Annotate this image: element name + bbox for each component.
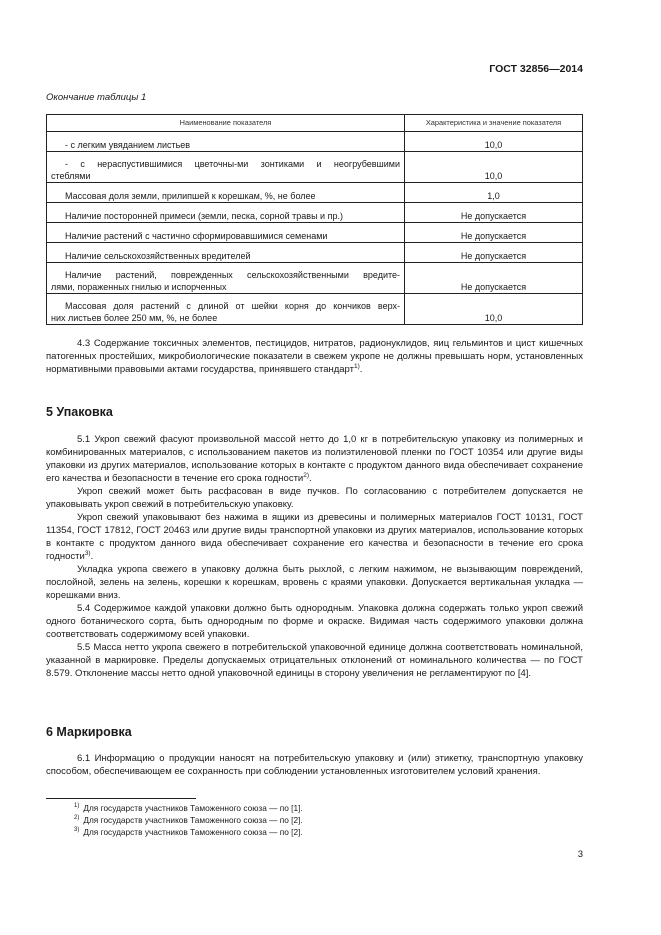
paragraph-5-1-b: Укроп свежий может быть расфасован в виде пучков. По согласованию с потребителем допускается не упаковывать укроп свежий в потребительскую упаковку.	[46, 486, 583, 510]
page-number: 3	[577, 849, 583, 860]
footnote-mark: 3)	[74, 827, 80, 833]
row-name	[47, 152, 405, 183]
column-header-value: Характеристика и значение показателя	[405, 115, 583, 132]
row-value: Не допускается	[405, 223, 583, 243]
paragraph-5-5: 5.5 Масса нетто укропа свежего в потребительской упаковочной единице должна соответствовать номинальной, указанной в маркировке. Пределы допускаемых отрицательных отклонений от номинального количества — по ГОСТ 8.579. Отклонение массы нетто одной упаковочной единицы в сторону увеличения не регламентируют по [4].	[46, 642, 583, 679]
column-header-name: Наименование показателя	[47, 115, 405, 132]
indicators-table	[46, 114, 583, 325]
paragraph-5-1: 5.1 Укроп свежий фасуют произвольной массой нетто до 1,0 кг в потребительскую упаковку из полимерных и комбинированных материалов, с использованием пакетов из полиэтиленовой пленки по ГОСТ 10354 или другие виды упаковки из других материалов, использование которых в контакте с продуктом данного вида обеспечивает сохранение его качества и безопасности в течение его срока годности	[46, 434, 583, 484]
paragraph-text: 4.3 Содержание токсичных элементов, пестицидов, нитратов, радионуклидов, яиц гельминтов и цист кишечных патогенных простейших, микробиологические показатели в свежем укропе не должны превышать норм, установленных нормативными правовыми актами государства, принявшего стандарт	[46, 338, 583, 375]
row-name	[47, 294, 405, 325]
row-name: Наличие сельскохозяйственных вредителей	[47, 243, 405, 263]
table-header-row	[47, 115, 583, 132]
footnote-ref: 2)	[303, 472, 310, 479]
table-row	[47, 183, 583, 203]
row-name-line: Массовая доля растений с длиной от шейки корня до кончиков верх-	[65, 301, 400, 311]
paragraph-6-1: 6.1 Информацию о продукции наносят на потребительскую упаковку и (или) этикетку, транспортную упаковку способом, обеспечивающем ее сохранность при соблюдении установленных изготовителем условий хранения.	[46, 753, 583, 777]
row-value: 10,0	[405, 152, 583, 183]
section-6-title: 6 Маркировка	[46, 725, 132, 739]
footnote-ref: 1)	[354, 363, 360, 370]
row-value: Не допускается	[405, 243, 583, 263]
paragraph-5-2: Укроп свежий упаковывают без нажима в ящики из древесины и полимерных материалов ГОСТ 10131, ГОСТ 11354, ГОСТ 17812, ГОСТ 20463 или другие виды транспортной упаковки из других материалов, использование которых в контакте с продуктом данного вида обеспечивает сохранение его качества и безопасности в течение его срока годности	[46, 512, 583, 562]
section-6-body	[46, 752, 583, 778]
row-name-line: лями, пораженных гнилью и испорченных	[51, 281, 227, 292]
table-row	[47, 263, 583, 294]
standard-number: ГОСТ 32856—2014	[489, 63, 583, 75]
table-row	[47, 294, 583, 325]
row-name: - с легким увяданием листьев	[47, 132, 405, 152]
paragraph-5-4: 5.4 Содержимое каждой упаковки должно быть однородным. Упаковка должна содержать только укроп свежий одного ботанического сорта, быть однородным по форме и окраске. Видимая часть содержимого упаковки должна соответствовать содержимому всей упаковки.	[46, 603, 583, 640]
row-value: 10,0	[405, 132, 583, 152]
table-row	[47, 132, 583, 152]
row-name-line: - с нераспустившимися цветочны-ми зонтиками и неогрубевшими	[65, 159, 400, 169]
table-row	[47, 243, 583, 263]
section-5-body: 5.1 Укроп свежий фасуют произвольной массой нетто до 1,0 кг в потребительскую упаковку из полимерных и комбинированных материалов, с использованием пакетов из полиэтиленовой пленки по ГОСТ 10354 или другие виды упаковки из других материалов, использование которых в контакте с продуктом данного вида обеспечивает сохранение его качества и безопасности в течение его срока годности$^{2)}$. Укроп свежий может быть расфасован в виде пучков. По согласованию с потребителем допускается не упаковывать укроп свежий в потребительскую упаковку. Укроп свежий упаковывают без нажима в ящики из древесины и полимерных материалов ГОСТ 10131, ГОСТ 11354, ГОСТ 17812, ГОСТ 20463 или другие виды транспортной упаковки из других материалов, использование которых в контакте с продуктом данного вида обеспечивает сохранение его качества и безопасности в течение его срока годности$^{3)}$. Укладка укропа свежего в упаковку должна быть рыхлой, с легким нажимом, не вызывающим повреждений, послойной, зелень на зелень, корешки к корешкам, вровень с краями упаковки. Допускается вертикальная укладка — корешками вниз. 5.4 Содержимое каждой упаковки должно быть однородным. Упаковка должна содержать только укроп свежий одного ботанического сорта, быть однородным по форме и окраске. Видимая часть содержимого упаковки должна соответствовать содержимому всей упаковки. 5.5 Масса нетто укропа свежего в потребительской упаковочной единице должна соответствовать номинальной, указанной в маркировке. Пределы допускаемых отрицательных отклонений от номинального количества — по ГОСТ 8.579. Отклонение массы нетто одной упаковочной единицы в сторону увеличения не регламентируют по [4].	[46, 434, 583, 679]
row-name: Наличие посторонней примеси (земли, песка, сорной травы и пр.)	[47, 203, 405, 223]
table-row	[47, 152, 583, 183]
row-name-line: стеблями	[51, 170, 91, 181]
section-5-title: 5 Упаковка	[46, 405, 113, 419]
footnote-separator	[46, 798, 196, 799]
footnote	[74, 815, 303, 825]
row-name: Массовая доля земли, прилипшей к корешкам, %, не более	[47, 183, 405, 203]
row-name	[47, 263, 405, 294]
footnote-mark: 1)	[74, 803, 80, 809]
row-value: Не допускается	[405, 203, 583, 223]
footnote-text: Для государств участников Таможенного союза — по [1].	[83, 803, 303, 813]
paragraph-4-3: 4.3 Содержание токсичных элементов, пестицидов, нитратов, радионуклидов, яиц гельминтов и цист кишечных патогенных простейших, микробиологические показатели в свежем укропе не должны превышать норм, установленных нормативными правовыми актами государства, принявшего стандарт$^{1)}$.	[46, 338, 583, 375]
footnote-text: Для государств участников Таможенного союза — по [2].	[83, 815, 303, 825]
row-name-line: Наличие растений, поврежденных сельскохозяйственными вредите-	[65, 270, 400, 280]
row-name: Наличие растений с частично сформировавшимися семенами	[47, 223, 405, 243]
footnote	[74, 803, 303, 813]
table-row	[47, 203, 583, 223]
row-value: 10,0	[405, 294, 583, 325]
row-value: 1,0	[405, 183, 583, 203]
table-row	[47, 223, 583, 243]
row-value: Не допускается	[405, 263, 583, 294]
table-caption: Окончание таблицы 1	[46, 92, 147, 103]
row-name-line: них листьев более 250 мм, %, не более	[51, 312, 218, 323]
footnote-mark: 2)	[74, 815, 80, 821]
paragraph-5-3: Укладка укропа свежего в упаковку должна быть рыхлой, с легким нажимом, не вызывающим повреждений, послойной, зелень на зелень, корешки к корешкам, вровень с краями упаковки. Допускается вертикальная укладка — корешками вниз.	[46, 564, 583, 601]
footnote	[74, 827, 303, 837]
footnote-ref: 3)	[84, 550, 91, 557]
footnote-text: Для государств участников Таможенного союза — по [2].	[83, 827, 303, 837]
